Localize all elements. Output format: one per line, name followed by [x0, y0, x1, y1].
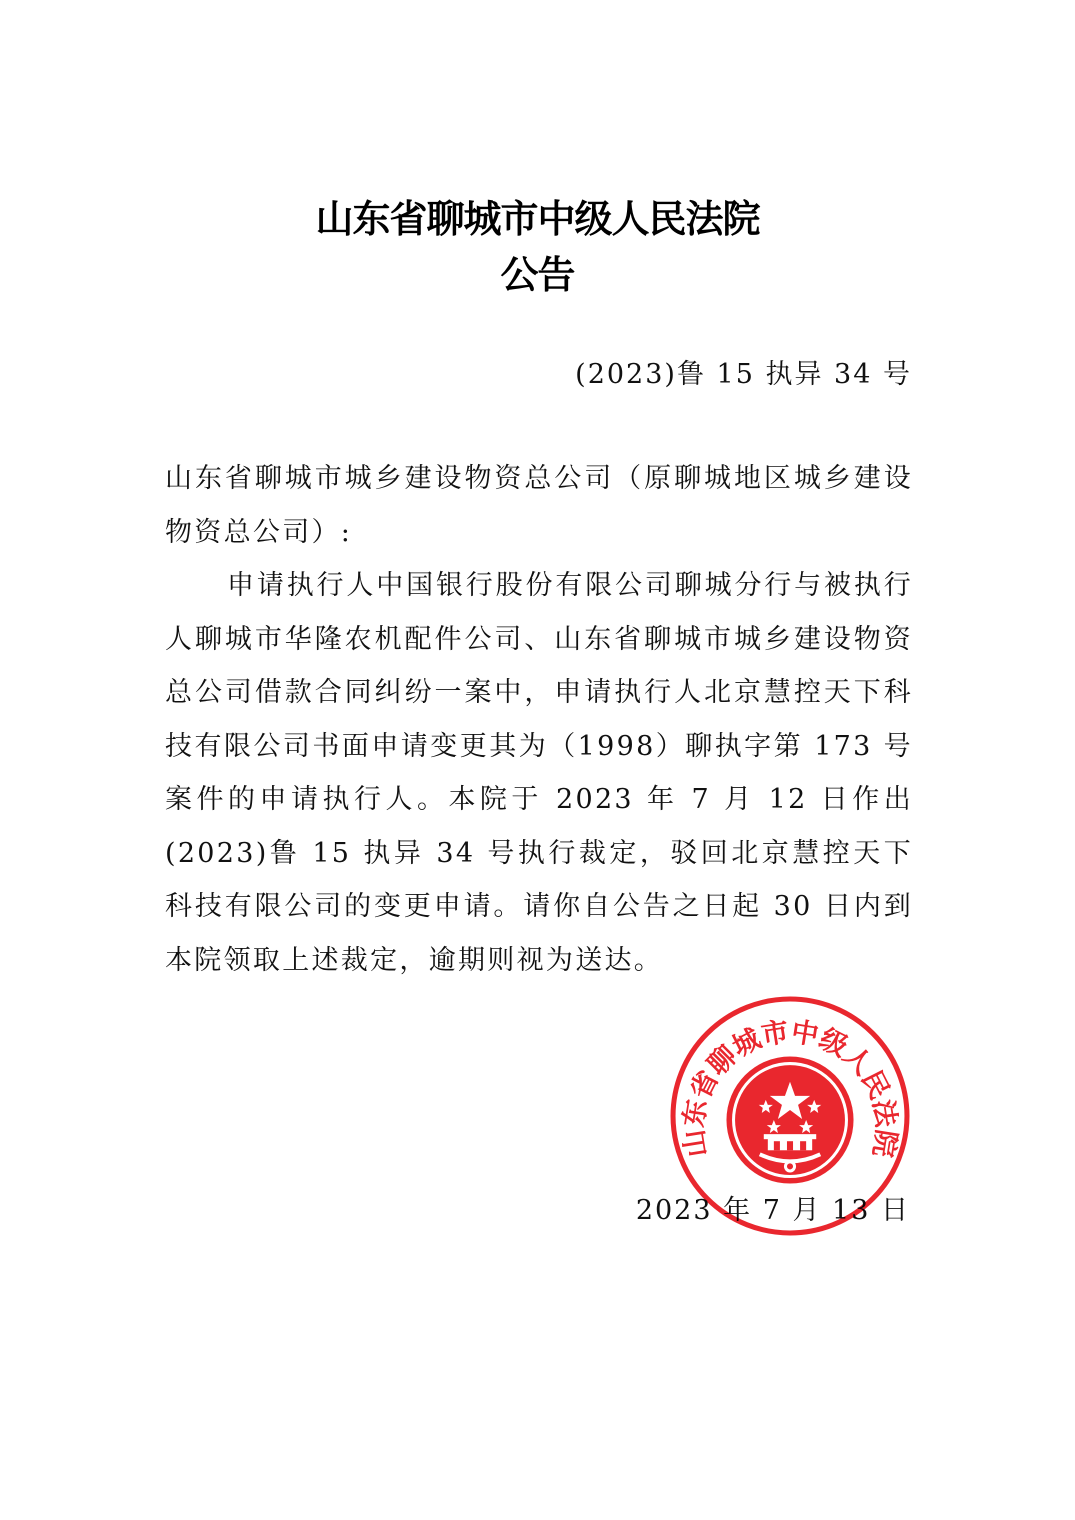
- national-emblem-icon: [726, 1057, 853, 1184]
- announcement-body: 申请执行人中国银行股份有限公司聊城分行与被执行人聊城市华隆农机配件公司、山东省聊城市城乡建设物资总公司借款合同纠纷一案中，申请执行人北京慧控天下科技有限公司书面申请变更其为（1998）聊执字第 173 号案件的申请执行人。本院于 2023 年 7 月 12 日作出(2023)鲁 15 执异 34 号执行裁定，驳回北京慧控天下科技有限公司的变更申请。请你自公告之日起 30 日内到本院领取上述裁定，逾期则视为送达。: [165, 570, 913, 976]
- court-seal: [669, 995, 911, 1237]
- seal-text: 山东省聊城市中级人民法院: [677, 1015, 903, 1160]
- issue-date: 2023 年 7 月 13 日: [635, 1195, 910, 1226]
- announcement-heading: 公告: [500, 252, 575, 297]
- court-title: 山东省聊城市中级人民法院: [315, 196, 760, 241]
- case-number: (2023)鲁 15 执异 34 号: [575, 359, 912, 390]
- recipient: 山东省聊城市城乡建设物资总公司（原聊城地区城乡建设物资总公司）:: [165, 463, 913, 548]
